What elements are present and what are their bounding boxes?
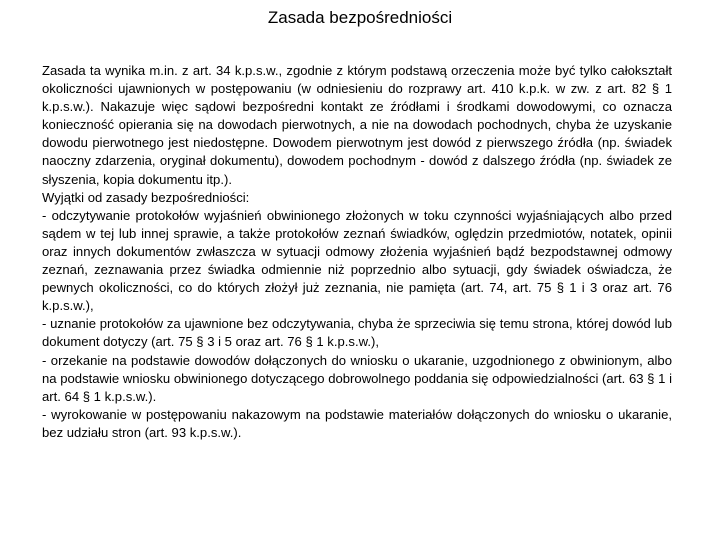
exception-item-penal-order: - wyrokowanie w postępowaniu nakazowym na podstawie materiałów dołączonych do wniosku o ukaranie, bez udziału stron (art. 93 k.p.s.w.). — [42, 406, 672, 440]
exceptions-heading: Wyjątki od zasady bezpośredniości: — [42, 189, 250, 205]
slide-title: Zasada bezpośredniości — [267, 8, 453, 27]
slide-body — [42, 62, 672, 442]
exception-item-reading-protocols: - odczytywanie protokołów wyjaśnień obwinionego złożonych w toku czynności wyjaśniających albo przed sądem w tej lub innej sprawie, a także protokołów zeznań świadków, oględzin przedmiotów, notatek, opinii oraz innych dokumentów zwłaszcza w sytuacji odmowy złożenia wyjaśnień bądź bezpodstawnej odmowy zeznań, zeznawania przez świadka odmiennie niż poprzednio albo sytuacji, gdy świadek oświadcza, że pewnych okoliczności, co do których złożył już zeznania, nie pamięta (art. 74, art. 75 § 1 i 3 oraz art. 76 k.p.s.w.), — [42, 207, 672, 314]
exception-item-agreed-evidence: - orzekanie na podstawie dowodów dołączonych do wniosku o ukaranie, uzgodnionego z obwinionym, albo na podstawie wniosku obwinionego dotyczącego dobrowolnego poddania się odpowiedzialności (art. 63 § 1 i art. 64 § 1 k.p.s.w.). — [42, 352, 672, 404]
exception-item-protocols-disclosed: - uznanie protokołów za ujawnione bez odczytywania, chyba że sprzeciwia się temu strona, której dowód lub dokument dotyczy (art. 75 § 3 i 5 oraz art. 76 § 1 k.p.s.w.), — [42, 316, 672, 350]
intro-paragraph: Zasada ta wynika m.in. z art. 34 k.p.s.w., zgodnie z którym podstawą orzeczenia może być tylko całokształt okoliczności ujawnionych w postępowaniu (w odniesieniu do rozprawy art. 410 k.p.k. w zw. z art. 82 § 1 k.p.s.w.). Nakazuje więc sądowi bezpośredni kontakt ze źródłami i środkami dowodowymi, co oznacza konieczność opierania się na dowodach pierwotnych, a nie na dowodach pochodnych, chyba że uzyskanie dowodu pierwotnego jest niedostępne. Dowodem pierwotnym jest dowód z pierwszego źródła (np. świadek naoczny zdarzenia, oryginał dokumentu), dowodem pochodnym - dowód z dalszego źródła (np. świadek ze słyszenia, kopia dokumentu itp.). — [42, 63, 672, 187]
